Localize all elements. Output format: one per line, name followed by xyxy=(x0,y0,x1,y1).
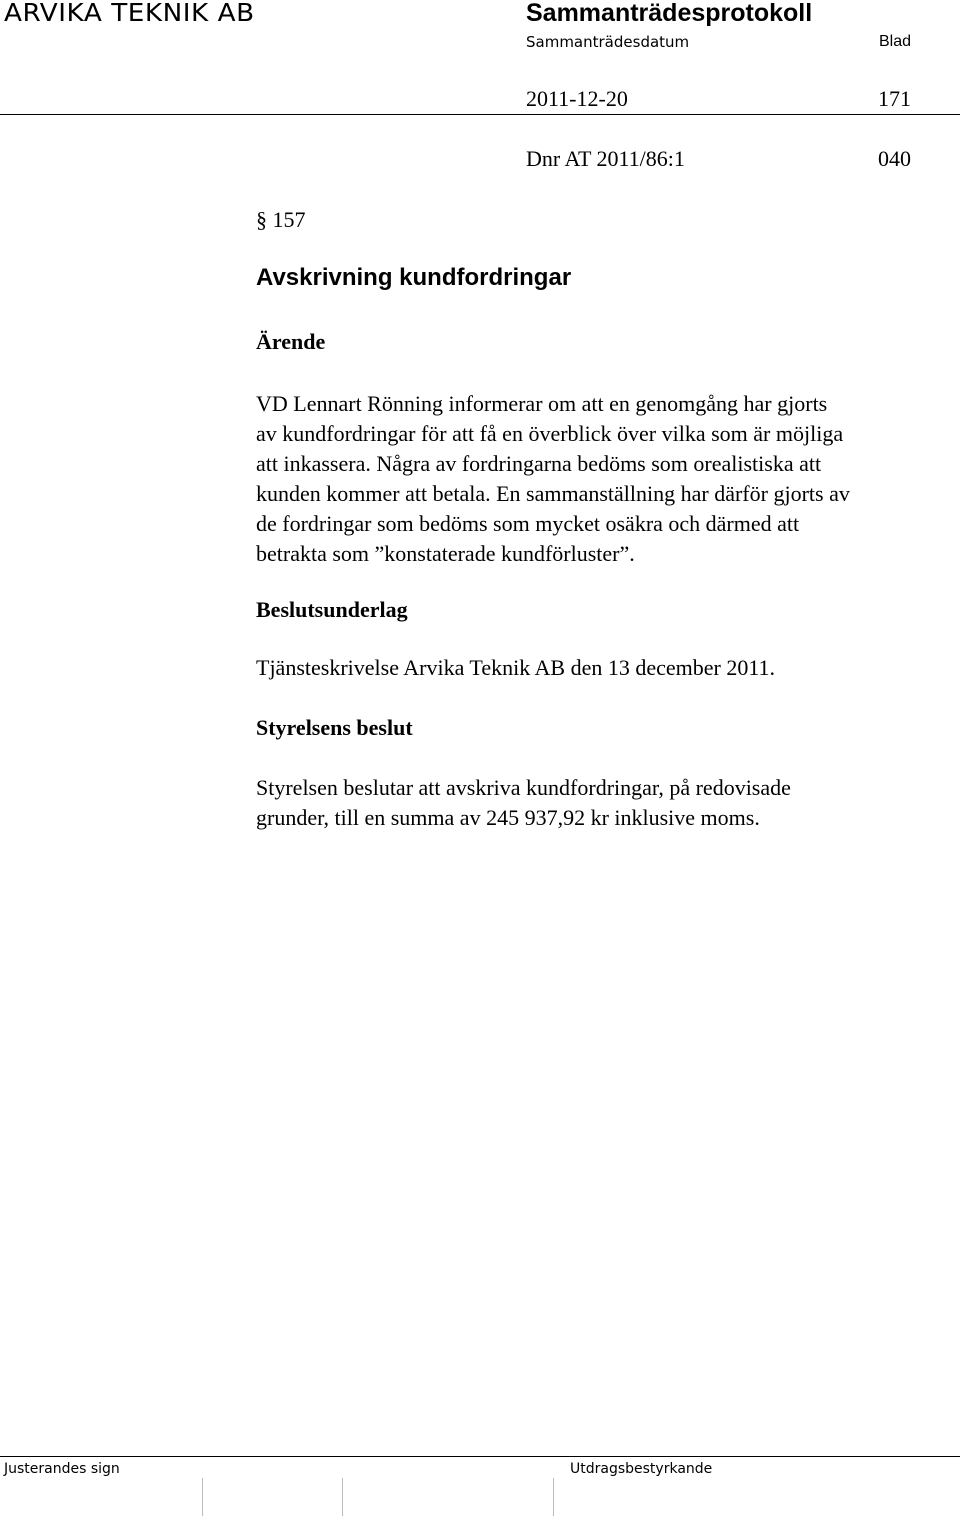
paragraph-number: § 157 xyxy=(256,207,306,232)
matter-heading: Ärende xyxy=(256,329,326,354)
sheet-number: 171 xyxy=(878,86,911,111)
reference-number: Dnr AT 2011/86:1 xyxy=(526,146,685,171)
section-title: Avskrivning kundfordringar xyxy=(256,264,572,291)
signature-box-divider xyxy=(553,1478,554,1516)
document-type: Sammanträdesprotokoll xyxy=(526,0,813,27)
header-divider xyxy=(0,114,960,115)
matter-line: VD Lennart Rönning informerar om att en genomgång har gjorts xyxy=(256,391,828,416)
matter-text xyxy=(256,389,956,569)
reference-code: 040 xyxy=(878,146,911,171)
signature-box-divider xyxy=(342,1478,343,1516)
matter-line: kunden kommer att betala. En sammanställning har därför gjorts av xyxy=(256,481,850,506)
decision-line: Styrelsen beslutar att avskriva kundfordringar, på redovisade xyxy=(256,775,791,800)
meeting-date: 2011-12-20 xyxy=(526,86,628,111)
signature-label: Justerandes sign xyxy=(4,1461,120,1477)
basis-text: Tjänsteskrivelse Arvika Teknik AB den 13 december 2011. xyxy=(256,655,776,680)
matter-line: de fordringar som bedöms som mycket osäkra och därmed att xyxy=(256,511,800,536)
matter-line: att inkassera. Några av fordringarna bedöms som orealistiska att xyxy=(256,451,822,476)
signature-box-divider xyxy=(202,1478,203,1516)
footer-divider xyxy=(0,1456,960,1457)
decision-line: grunder, till en summa av 245 937,92 kr inklusive moms. xyxy=(256,805,760,830)
organization-name: ARVIKA TEKNIK AB xyxy=(4,0,255,27)
certification-label: Utdragsbestyrkande xyxy=(570,1461,713,1477)
decision-heading: Styrelsens beslut xyxy=(256,715,413,740)
sheet-label: Blad xyxy=(879,33,912,50)
basis-heading: Beslutsunderlag xyxy=(256,597,408,622)
meeting-date-label: Sammanträdesdatum xyxy=(526,33,690,51)
matter-line: av kundfordringar för att få en överblick över vilka som är möjliga xyxy=(256,421,844,446)
matter-line: betrakta som ”konstaterade kundförluster”. xyxy=(256,541,635,566)
decision-text xyxy=(256,773,956,833)
